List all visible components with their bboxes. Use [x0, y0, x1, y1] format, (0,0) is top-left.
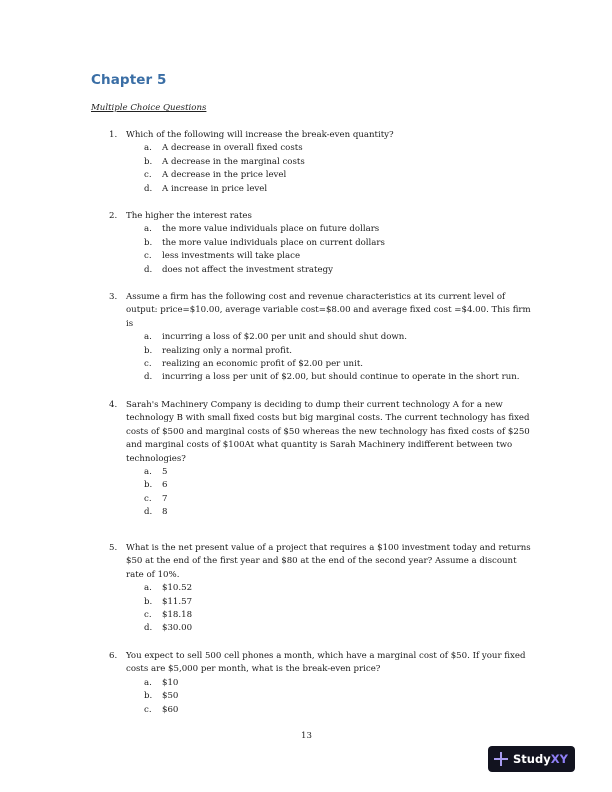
option-letter: a. — [144, 224, 152, 235]
question-text — [126, 210, 521, 223]
question-text-line: The higher the interest rates — [126, 211, 252, 221]
studyxy-badge[interactable] — [488, 746, 575, 772]
question-text-line: technology B with small fixed costs but big marginal costs. The current technology has fixed — [126, 413, 530, 424]
brand-accent: XY — [550, 752, 568, 766]
option-text: does not affect the investment strategy — [162, 264, 333, 275]
question-text-line: costs are $5,000 per month, what is the break-even price? — [126, 664, 381, 675]
option-letter: a. — [144, 143, 152, 154]
question-text-line: costs of $500 and marginal costs of $50 whereas the new technology has fixed costs of $250 — [126, 426, 530, 437]
option-letter: b. — [144, 237, 153, 248]
question-text-line: and marginal costs of $100At what quantity is Sarah Machinery indifferent between two — [126, 440, 513, 451]
option-text: 7 — [162, 493, 168, 504]
option-letter: c. — [144, 704, 152, 715]
option-letter: c. — [144, 493, 152, 504]
question-text-line: You expect to sell 500 cell phones a month, which have a marginal cost of $50. If your fixed — [126, 651, 526, 661]
option-text: $18.18 — [162, 609, 193, 620]
option-text: $10.52 — [162, 583, 193, 594]
option-letter: a. — [144, 583, 152, 594]
option-text: 8 — [162, 507, 168, 518]
question-text-line: output: price=$10.00, average variable cost=$8.00 and average fixed cost =$4.00. This firm — [126, 305, 531, 316]
question-text — [126, 291, 531, 331]
question-text-line: Assume a firm has the following cost and revenue characteristics at its current level of — [126, 292, 506, 302]
option-letter: c. — [144, 358, 152, 369]
option-letter: c. — [144, 170, 152, 181]
option-text: 6 — [162, 480, 168, 491]
question-text-line: What is the net present value of a project that requires a $100 investment today and returns — [126, 543, 531, 553]
option-text: $60 — [162, 704, 179, 715]
question-text-line: technologies? — [126, 453, 186, 464]
option-text: A increase in price level — [162, 183, 268, 194]
option-text: $11.57 — [162, 596, 193, 607]
option-letter: b. — [144, 596, 153, 607]
brand-name — [513, 752, 568, 766]
question-text — [126, 129, 521, 142]
option-text: realizing only a normal profit. — [162, 345, 293, 356]
option-letter: a. — [144, 677, 152, 688]
option-text: incurring a loss per unit of $2.00, but should continue to operate in the short run. — [162, 372, 520, 383]
page-number: 13 — [301, 731, 312, 741]
option-text: A decrease in the marginal costs — [162, 156, 305, 167]
option-letter: b. — [144, 480, 153, 491]
question-number: 5. — [109, 543, 118, 553]
option-letter: c. — [144, 609, 152, 620]
option-text: A decrease in the price level — [162, 170, 287, 181]
question-text-line: Sarah's Machinery Company is deciding to dump their current technology A for a new — [126, 400, 503, 410]
option-text: $30.00 — [162, 623, 193, 634]
question-number: 6. — [109, 651, 118, 661]
option-text: less investments will take place — [162, 251, 301, 262]
option-text: the more value individuals place on current dollars — [162, 237, 385, 248]
option-letter: c. — [144, 251, 152, 262]
option-letter: d. — [144, 264, 153, 275]
option-text: the more value individuals place on future dollars — [162, 224, 380, 235]
section-title: Multiple Choice Questions — [91, 103, 207, 113]
option-letter: a. — [144, 332, 152, 343]
chapter-title: Chapter 5 — [91, 72, 167, 88]
option-letter: b. — [144, 156, 153, 167]
option-letter: d. — [144, 623, 153, 634]
option-text: A decrease in overall fixed costs — [162, 143, 303, 154]
option-letter: b. — [144, 345, 153, 356]
question-text-line: $50 at the end of the first year and $80 at the end of the second year? Assume a discount — [126, 556, 517, 567]
option-letter: d. — [144, 183, 153, 194]
question-text-line: is — [126, 318, 134, 329]
question-text-line: rate of 10%. — [126, 569, 180, 580]
plus-icon — [494, 752, 508, 766]
option-text: incurring a loss of $2.00 per unit and should shut down. — [162, 332, 408, 343]
option-text: realizing an economic profit of $2.00 per unit. — [162, 358, 364, 369]
option-letter: b. — [144, 691, 153, 702]
option-text: $10 — [162, 677, 179, 688]
question-number: 1. — [109, 130, 118, 140]
question-text — [126, 399, 530, 466]
question-number: 3. — [109, 292, 118, 302]
question-text — [126, 650, 526, 677]
question-text — [126, 542, 531, 582]
option-letter: d. — [144, 372, 153, 383]
option-text: 5 — [162, 467, 168, 477]
brand-main: Study — [513, 752, 551, 766]
question-number: 2. — [109, 211, 118, 221]
option-letter: a. — [144, 467, 152, 477]
question-number: 4. — [109, 400, 118, 410]
question-text-line: Which of the following will increase the break-even quantity? — [126, 130, 394, 140]
option-text: $50 — [162, 691, 179, 702]
option-letter: d. — [144, 507, 153, 518]
